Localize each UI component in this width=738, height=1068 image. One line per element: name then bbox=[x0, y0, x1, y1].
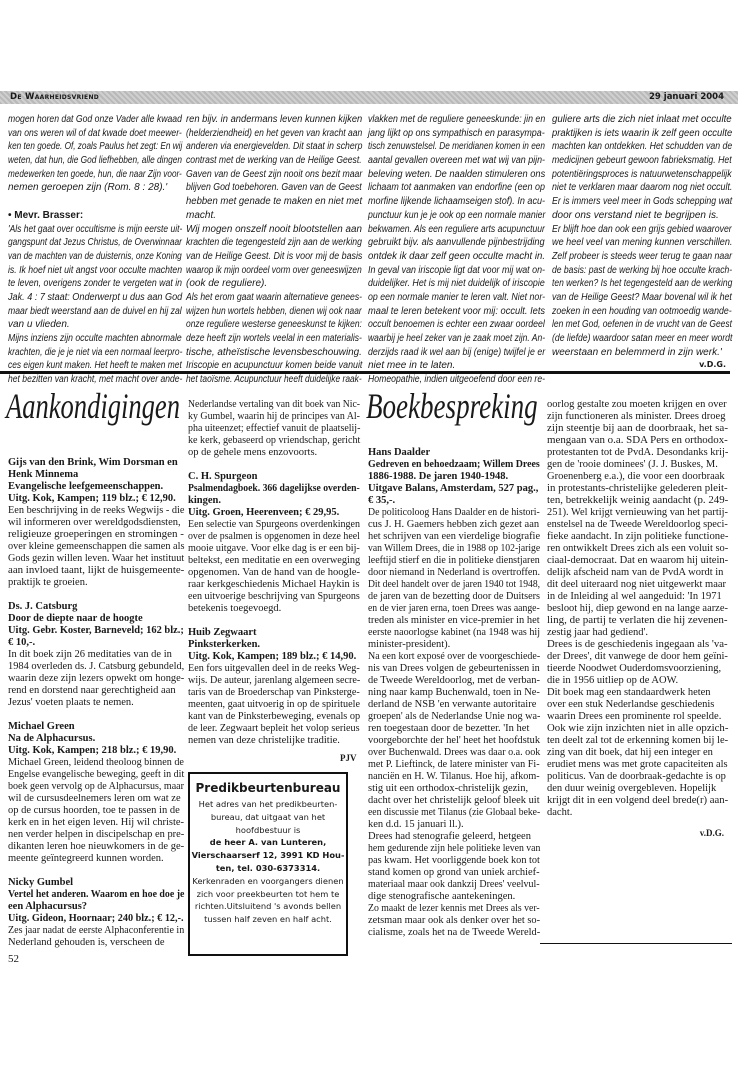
text-line: Zo maakt de lezer kennis met Drees als ver- bbox=[368, 903, 540, 914]
text-line: Er is immers veel meer in Gods schepping wat bbox=[552, 196, 733, 208]
text-line: van ons weren wil of dat kwade doet meewer- bbox=[8, 127, 182, 139]
text-line: guliere arts die zich niet inlaat met occulte bbox=[552, 114, 732, 125]
text-line: Gods gezin willen leven. Waar het instituut bbox=[8, 553, 185, 564]
text-line: over kleine gemeenschappen die samen als bbox=[8, 541, 185, 552]
text-line: pha uiteenzet; effectief vanuit de plaatselij- bbox=[188, 423, 361, 434]
text-line: het taoïsme. Acupunctuur heeft duidelijke raak- bbox=[186, 374, 362, 386]
text-line: ken ten goede. Of, zoals Paulus het zegt: En wij bbox=[8, 141, 183, 153]
text-line: Pinksterkerken. bbox=[188, 639, 261, 650]
text-line: ke kerk, gebaseerd op vriendschap, gericht bbox=[188, 435, 361, 446]
text-line: aantal gevallen overeen met wat wij van pijn- bbox=[368, 155, 545, 167]
text-line: 1886-1988. De jaren 1940-1948. bbox=[368, 471, 509, 482]
text-line: bureau, dat uitgaat van het bbox=[210, 811, 326, 822]
text-line: we heel veel van mening kunnen verschillen. bbox=[552, 237, 733, 249]
text-line: Jak. 4 : 7 staat: Onderwerpt u dus aan God bbox=[8, 291, 183, 303]
text-line: Zes jaar nadat de eerste Alphaconferentie in bbox=[8, 925, 185, 936]
text-line: die in 1956 uitliep op de AOW. bbox=[547, 675, 679, 686]
text-line: tische, atheïstische levensbeschouwing. bbox=[186, 346, 362, 358]
text-line: ken d.d. 15 januari ll.). bbox=[368, 819, 464, 830]
text-line: Nederland gehouden is, verscheen de bbox=[8, 937, 165, 948]
text-line: Een selectie van Spurgeons overdenkingen bbox=[188, 519, 361, 530]
text-line: Nicky Gumbel bbox=[8, 877, 74, 888]
text-line: aan invloed taant, lijkt de huisgemeente- bbox=[8, 565, 185, 576]
text-line: Nederlandse vertaling van dit boek van Nic- bbox=[188, 399, 361, 410]
text-line: ky Gumbel, waarin hij de principes van Al- bbox=[188, 411, 360, 422]
announcements-column-1 bbox=[8, 457, 184, 949]
text-line: Ook wie zijn inzichten niet in alle opzich- bbox=[547, 723, 729, 734]
text-line: kingen. bbox=[188, 495, 221, 506]
text-line: weten, dat hun, die God liefhebben, alle dingen bbox=[8, 155, 183, 167]
text-line: den duur weinig overgebleven. Hopelijk bbox=[547, 783, 717, 794]
text-line: maal te leren betekent voor mij: occult. Iets bbox=[368, 305, 546, 317]
notice-body bbox=[190, 798, 346, 926]
text-line: een discussie met Tilanus (zie Globaal beke- bbox=[368, 807, 541, 818]
text-line: zijn functioneren als minister. Drees droeg bbox=[547, 411, 726, 422]
article-column-3 bbox=[368, 113, 545, 387]
text-line: kerk en in het eigen leven. Hij wil christe- bbox=[8, 817, 184, 828]
text-line: op een normale manier te leren valt. Niet nor- bbox=[368, 291, 546, 303]
text-line: Evangelische leefgemeenschappen. bbox=[8, 481, 164, 492]
blank-line bbox=[8, 865, 184, 877]
text-line: niet mee in te laten. bbox=[368, 360, 456, 372]
text-line: gangspunt dat Jezus Christus, de Overwinnaar bbox=[8, 237, 182, 249]
text-line: raar kerkgeschiedenis Michael Haykin is bbox=[188, 579, 360, 590]
text-line: Michael Green bbox=[8, 721, 75, 732]
text-line: en de vier jaren erna, toen Drees was aange- bbox=[368, 603, 540, 614]
text-line: De politicoloog Hans Daalder en de histori- bbox=[368, 507, 540, 518]
text-line: van de Heilige Geest. Dit is voor mij de basis bbox=[186, 250, 363, 262]
text-line: Na een kort exposé over de voorgeschiede- bbox=[368, 651, 541, 662]
text-line: delijk afscheid nam van de PvdA wordt in bbox=[547, 567, 724, 578]
text-line: meente geïntegreerd kunnen worden. bbox=[8, 853, 164, 864]
text-line: over Buchenwald. Drees was daar o.a. ook bbox=[368, 747, 541, 758]
text-line: hoofdbestuur is bbox=[235, 824, 301, 835]
text-line: ten werken? Is het tegengesteld aan de werking bbox=[552, 278, 733, 290]
review-heading: Boekbespreking bbox=[366, 386, 538, 426]
text-line: dacht. bbox=[547, 807, 573, 818]
text-line: de leer. Zegwaart bepleit het volop serieus bbox=[188, 723, 360, 734]
text-line: krachten, die je je niet via een normaal leerpro- bbox=[8, 346, 183, 358]
text-line: ten, tel. 030-6373314. bbox=[215, 862, 321, 873]
text-line: Mijns inziens zijn occulte machten abnormale bbox=[8, 333, 182, 344]
text-line: niet te verklaren maar daarom nog niet occult. bbox=[552, 182, 733, 194]
text-line: te leven, overigens zonder te vergeten wat in bbox=[8, 278, 183, 290]
text-line: vlakken met de reguliere geneeskunde: jin en bbox=[368, 114, 546, 125]
text-line: religieuze groeperingen en stromingen - bbox=[8, 529, 184, 540]
text-line: punctuur kun je je ook op een normale manier bbox=[368, 209, 546, 221]
blank-line bbox=[8, 709, 184, 721]
article-column-1 bbox=[8, 113, 182, 387]
text-line: ten, betrekkelijk weinig aandacht (p. 249- bbox=[547, 495, 729, 506]
text-line: praktijk te groeien. bbox=[8, 577, 88, 588]
blank-line bbox=[8, 195, 182, 209]
text-line: zoeken in een houding van ootmoedig wande- bbox=[552, 305, 732, 317]
text-line: erudiet mens was met grote capaciteiten als bbox=[547, 759, 728, 770]
text-line: In dit boek zijn 26 meditaties van de in bbox=[8, 649, 172, 660]
text-line: van de machten van de duisternis, onze Koning bbox=[8, 250, 182, 262]
text-line: beltekst, een meditatie en een overweging bbox=[188, 555, 361, 566]
text-line: gen de 'rooie dominees' (J. J. Buskes, M. bbox=[547, 459, 718, 470]
text-line: morfine lijkende lichaamseigen stof). In acu- bbox=[368, 196, 546, 208]
text-line: Een fors uitgevallen deel in de reeks Weg- bbox=[188, 663, 360, 674]
text-line: Uitg. Kok, Kampen; 119 blz.; € 12,90. bbox=[8, 493, 176, 504]
text-line: ontdek ik daar zelf geen occulte macht in. bbox=[368, 250, 545, 262]
text-line: door niemand in Nederland is overtroffen. bbox=[368, 567, 541, 578]
text-line: Uitg. Kok, Kampen; 218 blz.; € 19,90. bbox=[8, 745, 177, 756]
text-line: Als het erom gaat waarin alternatieve genees- bbox=[186, 291, 363, 303]
issue-date: 29 januari 2004 bbox=[649, 92, 724, 102]
review-column-1 bbox=[368, 447, 540, 939]
text-line: € 35,-. bbox=[368, 495, 396, 506]
text-line: zetsman maar ook als denker over het so- bbox=[368, 915, 541, 926]
text-line: tisch zenuwstelsel. De meridianen komen in een bbox=[368, 141, 545, 153]
text-line: In geval van iriscopie ligt dat voor mij wat on- bbox=[368, 264, 545, 276]
text-line: Homeopathie, indien uitgeoefend door een re- bbox=[368, 374, 546, 386]
publication-name: De Waarheidsvriend bbox=[10, 92, 100, 102]
text-line: boek geen vervolg op de Alphacursus, maar bbox=[8, 781, 184, 792]
text-line: mengaan van o.a. SDA Pers en orthodox- bbox=[547, 435, 728, 446]
text-line: opgenomen. Van de hand van de hoogle- bbox=[188, 567, 360, 578]
text-line: Drees had stenografie geleerd, hetgeen bbox=[368, 831, 531, 842]
text-line: ren toegestaan door de bezetter. 'In het bbox=[368, 723, 530, 734]
text-line: krachten die tegengesteld zijn aan de werking bbox=[186, 237, 362, 249]
text-line: Kerkenraden en voorgangers dienen bbox=[192, 875, 344, 886]
text-line: Uitg. Gebr. Koster, Barneveld; 162 blz.; bbox=[8, 625, 184, 636]
section-divider bbox=[0, 371, 730, 374]
text-line: tieerde Noodwet Ouderdomsvoorziening, bbox=[547, 663, 722, 674]
text-line: onze reguliere westerse geneeskunst te kijken: bbox=[186, 319, 362, 331]
text-line: krijgt dit in een volgend deel brede(r) aan- bbox=[547, 795, 729, 806]
text-line: potentiëringsproces is natuurwetenschappelijk bbox=[552, 168, 732, 180]
text-line: waarbij je heel zeker van je zaak moet zijn. An- bbox=[368, 333, 546, 344]
text-line: macht. bbox=[186, 209, 217, 221]
text-line: Michael Green, leidend theoloog binnen de bbox=[8, 757, 184, 768]
text-line: (ook de reguliere). bbox=[186, 278, 268, 290]
text-line: taris van de Broederschap van Pinksterge- bbox=[188, 687, 360, 698]
text-line: een Alphacursus? bbox=[8, 901, 88, 912]
text-line: Psalmendagboek. 366 dagelijkse overden- bbox=[188, 483, 360, 494]
text-line: medicijnen gebeurt gewoon fabrieksmatig. Het bbox=[552, 155, 732, 167]
text-line: anderen via energievelden. Dit staat in scherp bbox=[186, 141, 363, 153]
text-line: richten.Uitsluitend 's avonds bellen bbox=[194, 901, 342, 912]
text-line: Uitg. Kok, Kampen; 189 blz.; € 14,90. bbox=[188, 651, 357, 662]
text-line: Een beschrijving in de reeks Wegwijs - die bbox=[8, 505, 185, 516]
article-column-2 bbox=[186, 113, 362, 387]
announcements-column-2 bbox=[188, 399, 360, 747]
text-line: cus J. H. Gaemers hebben zich gezet aan bbox=[368, 519, 540, 530]
text-line: Wij mogen onszelf nooit blootstellen aan bbox=[186, 223, 362, 235]
text-line: de heer A. van Lunteren, bbox=[209, 837, 327, 848]
review-column-2 bbox=[547, 399, 728, 819]
text-line: praktijken is iets waarin ik zelf geen occulte bbox=[552, 127, 733, 139]
article-signature: v.D.G. bbox=[699, 360, 726, 369]
text-line: Na de Alphacursus. bbox=[8, 733, 96, 744]
column-end-rule bbox=[540, 943, 732, 944]
text-line: dit deel uiteraard nog niet uitgewerkt maar bbox=[547, 579, 727, 590]
text-line: Iriscopie en acupunctuur komen beide vanuit bbox=[186, 360, 363, 372]
text-line: waarin deze zijn lezers opwekt om honge- bbox=[8, 673, 185, 684]
text-line: 251). Wel krijgt vernieuwing van het partij- bbox=[547, 507, 728, 518]
text-line: derland de NSB 'en verwante autoritaire bbox=[368, 699, 537, 710]
text-line: (de liefde) waardoor satan meer en meer wordt bbox=[552, 333, 733, 344]
text-line: Uitgave Balans, Amsterdam, 527 pag., bbox=[368, 483, 539, 494]
text-line: in protestants-christelijke gelederen pleit- bbox=[547, 483, 728, 494]
text-line: 'Als het gaat over occultisme is mijn eerste uit- bbox=[8, 223, 183, 235]
text-line: duidelijker. Het is mij niet duidelijk of iriscopie bbox=[368, 278, 545, 290]
text-line: (helderziendheid) en het geven van kracht aan bbox=[186, 127, 363, 139]
text-line: Door de diepte naar de hoogte bbox=[8, 613, 143, 624]
text-line: Het adres van het predikbeurten- bbox=[198, 799, 338, 809]
text-line: van Willem Drees, die in 1988 op 102-jarige bbox=[368, 543, 541, 554]
text-line: cialisme, zoals het na de Tweede Wereld- bbox=[368, 927, 541, 938]
text-line: kant van de Pinksterbeweging, evenals op bbox=[188, 711, 361, 722]
text-line: Vertel het anderen. Waarom en hoe doe je bbox=[8, 889, 185, 900]
text-line: deze heeft zijn wortels veelal in een materialis- bbox=[186, 333, 362, 344]
text-line: ces eigen kunt maken. Het heeft te maken met bbox=[8, 360, 182, 372]
text-line: ren ontwikkelt Drees zich als een voluit so- bbox=[547, 543, 729, 554]
text-line: leeftijd stierf en die in politieke dienstjaren bbox=[368, 555, 540, 566]
text-line: Dit boek mag een standaardwerk heten bbox=[547, 687, 711, 698]
text-line: ling, de partij te verlaten die hij zevenen- bbox=[547, 615, 728, 626]
masthead-band bbox=[0, 91, 738, 104]
text-line: Henk Minnema bbox=[8, 469, 79, 480]
text-line: ren bijv. in andermans leven kunnen kijken bbox=[186, 114, 363, 125]
text-line: Gijs van den Brink, Wim Dorsman en bbox=[8, 457, 178, 468]
text-line: len met God, oefenen in de vrucht van de Geest bbox=[552, 319, 732, 331]
text-line: de jaren van de bezetting door de Duitsers bbox=[368, 591, 540, 602]
text-line: Groenenberg e.a.), die voor een doorbraak bbox=[547, 471, 725, 482]
text-line: blijven God toebehoren. Gaven van de Geest bbox=[186, 182, 362, 194]
text-line: rend en dorstend naar gerechtigheid aan bbox=[8, 685, 176, 696]
page-number: 52 bbox=[8, 953, 19, 965]
text-line: Engelse evangelische beweging, geeft in dit bbox=[8, 769, 185, 780]
text-line: nen verder helpen in discipelschap en pre- bbox=[8, 829, 185, 840]
text-line: waarop ik mijn oordeel vorm over geneeswijzen bbox=[186, 264, 362, 276]
notice-box bbox=[188, 772, 348, 956]
text-line: Jezus' voeten plaats te nemen. bbox=[8, 697, 134, 708]
text-line: politicus. Van de doorbraak-gedachte is op bbox=[547, 771, 726, 782]
text-line: gebruikt bijv. als aanvullende pijnbestrijding bbox=[368, 237, 545, 249]
text-line: eerste naoorlogse kabinet (na 1948 was hij bbox=[368, 627, 541, 638]
text-line: dikanten leren hoe nieuwkomers in de ge- bbox=[8, 841, 185, 852]
text-line: van de Heilige Geest? Maar bovenal wil ik het bbox=[552, 291, 732, 303]
announcements-signature: PJV bbox=[340, 753, 357, 763]
text-line: ciaal-democraat. Dat en waarom hij uitein- bbox=[547, 555, 729, 566]
text-line: een uitvoerige beschrijving van Spurgeons bbox=[188, 591, 360, 602]
text-line: in de Inleiding al wel aangeduid: 'In 1971 bbox=[547, 591, 722, 602]
text-line: Er blijft hoe dan ook een grijs gebied waarover bbox=[552, 223, 732, 235]
text-line: dige stenografische aantekeningen. bbox=[368, 891, 516, 902]
text-line: minister-president). bbox=[368, 639, 451, 650]
text-line: Gedreven en behoedzaam; Willem Drees bbox=[368, 459, 540, 470]
text-line: met P. Lieftinck, de latere minister van Fi- bbox=[368, 759, 540, 770]
blank-line bbox=[188, 459, 360, 471]
text-line: Drees is de geschiedenis ingegaan als 'va- bbox=[547, 639, 728, 650]
text-line: Zelf probeer is steeds weer terug te gaan naar bbox=[552, 250, 733, 262]
text-line: voorgeborchte der hel' heet het hoofdstuk bbox=[368, 735, 541, 746]
text-line: 1984 overleden ds. J. Catsburg gebundeld, bbox=[8, 661, 185, 672]
announcements-heading: Aankondigingen bbox=[6, 386, 180, 426]
text-line: medewerken ten goede, hun, die naar Zijn voor- bbox=[8, 168, 182, 180]
text-line: machten kan ontdekken. Het schudden van de bbox=[552, 141, 733, 153]
notice-title: Predikbeurtenbureau bbox=[195, 781, 341, 795]
text-line: lichaam tot aanmaken van endorfine (een op bbox=[368, 182, 545, 194]
text-line: zijn steentje bij aan de doorbraak, het sa- bbox=[547, 423, 729, 434]
text-line: de Tweede Wereldoorlog, met de verban- bbox=[368, 675, 540, 686]
text-line: oorlog gestalte zou moeten krijgen en over bbox=[547, 399, 727, 410]
text-line: wijzen hun wortels hebben, dienen wij ook naar bbox=[186, 305, 362, 317]
text-line: protestanten tot de PvdA. Desondanks krij- bbox=[547, 447, 729, 458]
text-line: is. Ik hoef niet uit angst voor occulte machten bbox=[8, 264, 183, 276]
text-line: bekwamen. Als een reguliere arts acupunctuur bbox=[368, 223, 545, 235]
text-line: € 10,-. bbox=[8, 637, 36, 648]
text-line: stand komen op grond van uniek archief- bbox=[368, 867, 540, 878]
text-line: contrast met de werking van de Heilige Geest. bbox=[186, 155, 362, 167]
text-line: tussen half zeven en half acht. bbox=[204, 914, 332, 925]
text-line: zestig jaar had gediend'. bbox=[547, 627, 649, 638]
text-line: enstelsel na de Tweede Wereldoorlog speci- bbox=[547, 519, 728, 530]
text-line: meenten, gaat uitvoerig in op de spirituele bbox=[188, 699, 360, 710]
text-line: nemen geroepen zijn (Rom. 8 : 28).' bbox=[8, 182, 168, 194]
text-line: fieke aandacht. In zijn politieke functione- bbox=[547, 531, 729, 542]
text-line: wil de cursusdeelnemers leren om wat ze bbox=[8, 793, 181, 804]
text-line: C. H. Spurgeon bbox=[188, 471, 258, 482]
text-line: Hans Daalder bbox=[368, 447, 431, 458]
text-line: occult benoemen is echter een zwaar oordeel bbox=[368, 319, 545, 331]
text-line: het schrijven van een vierdelige biografie bbox=[368, 531, 541, 542]
text-line: ning naar kamp Buchenwald, toen in Ne- bbox=[368, 687, 540, 698]
text-line: Gaven van de Geest zijn nooit ons bezit maar bbox=[186, 168, 363, 180]
text-line: wil informeren over wereldgodsdiensten, bbox=[8, 517, 181, 528]
text-line: groepen' als de Nederlandse Unie nog wa- bbox=[368, 711, 541, 722]
text-line: mooie uitgave. Voor elke dag is er een bij- bbox=[188, 543, 360, 554]
text-line: over de psalmen is opgenomen in deze heel bbox=[188, 531, 360, 542]
text-line: nis van Drees volgen de gebeurtenissen in bbox=[368, 663, 540, 674]
blank-line bbox=[8, 589, 184, 601]
text-line: derzijds raad ik wel aan bij (enige) twijfel je er bbox=[368, 346, 546, 358]
article-column-4 bbox=[552, 113, 732, 359]
text-line: mogen horen dat God onze Vader alle kwaad bbox=[8, 114, 182, 125]
text-line: Ds. J. Catsburg bbox=[8, 601, 78, 612]
text-line: wijs. De auteur, jarenlang algemeen secre- bbox=[188, 675, 361, 686]
text-line: op de gehele mens enzovoorts. bbox=[188, 447, 318, 458]
review-signature: v.D.G. bbox=[699, 828, 724, 838]
text-line: Dit deel handelt over de jaren 1940 tot 1948, bbox=[368, 579, 541, 590]
text-line: van u vlieden. bbox=[8, 319, 70, 331]
text-line: materiaal maar ook dankzij Drees' veelvul- bbox=[368, 879, 540, 890]
blank-line bbox=[188, 615, 360, 627]
text-line: zich voor preekbeurten tot hem te bbox=[196, 888, 340, 899]
text-line: • Mevr. Brasser: bbox=[8, 209, 84, 221]
text-line: over een stuk Nederlandse geschiedenis bbox=[547, 699, 715, 710]
text-line: hem gedurende zijn hele politieke leven van bbox=[368, 843, 541, 854]
text-line: stig uit een orthodox-christelijk gezin, bbox=[368, 783, 529, 794]
text-line: door ons verstand niet te begrijpen is. bbox=[552, 209, 719, 221]
text-line: hebben met genade te maken en niet met bbox=[186, 196, 363, 208]
text-line: jang lijkt op ons sympathisch en parasympa- bbox=[368, 127, 545, 139]
text-line: Uitg. Groen, Heerenveen; € 29,95. bbox=[188, 507, 340, 518]
text-line: betekenis toegevoegd. bbox=[188, 603, 282, 614]
text-line: weerstaan en belemmerd in zijn werk.' bbox=[552, 346, 722, 358]
text-line: de basis: past de werking bij hoe occulte krach- bbox=[552, 264, 733, 276]
text-line: ten deelt zal tot de erkenning komen bij le- bbox=[547, 735, 729, 746]
text-line: dacht over het christelijk geloof bleek uit bbox=[368, 795, 540, 806]
text-line: Huib Zegwaart bbox=[188, 627, 257, 638]
text-line: nanciën en H. W. Tilanus. Hoe hij, afkom- bbox=[368, 771, 540, 782]
text-line: besloot hij, diep gewond en na lange aarze- bbox=[547, 603, 728, 614]
text-line: maar biedt weerstand aan de duivel en hij zal bbox=[8, 305, 182, 317]
text-line: nemen van deze christelijke traditie. bbox=[188, 735, 340, 746]
text-line: het bezitten van kracht, met macht over ande- bbox=[8, 374, 183, 386]
text-line: zing van dit boek, dat hij een integer en bbox=[547, 747, 713, 758]
text-line: Uitg. Gideon, Hoornaar; 240 blz.; € 12,-. bbox=[8, 913, 184, 924]
text-line: beleving weten. De naalden stimuleren ons bbox=[368, 168, 546, 180]
text-line: op de cursus hoorden, toe te passen in de bbox=[8, 805, 180, 816]
text-line: waarin Drees een prominente rol speelde. bbox=[547, 711, 722, 722]
text-line: der Drees', dit vanwege de door hem geïni- bbox=[547, 651, 728, 662]
text-line: Vierschaarserf 12, 3991 KD Hou- bbox=[191, 850, 345, 861]
text-line: pas kwam. Het voorliggende boek kon tot bbox=[368, 855, 540, 866]
text-line: treden als minister en vice-premier in het bbox=[368, 615, 540, 626]
